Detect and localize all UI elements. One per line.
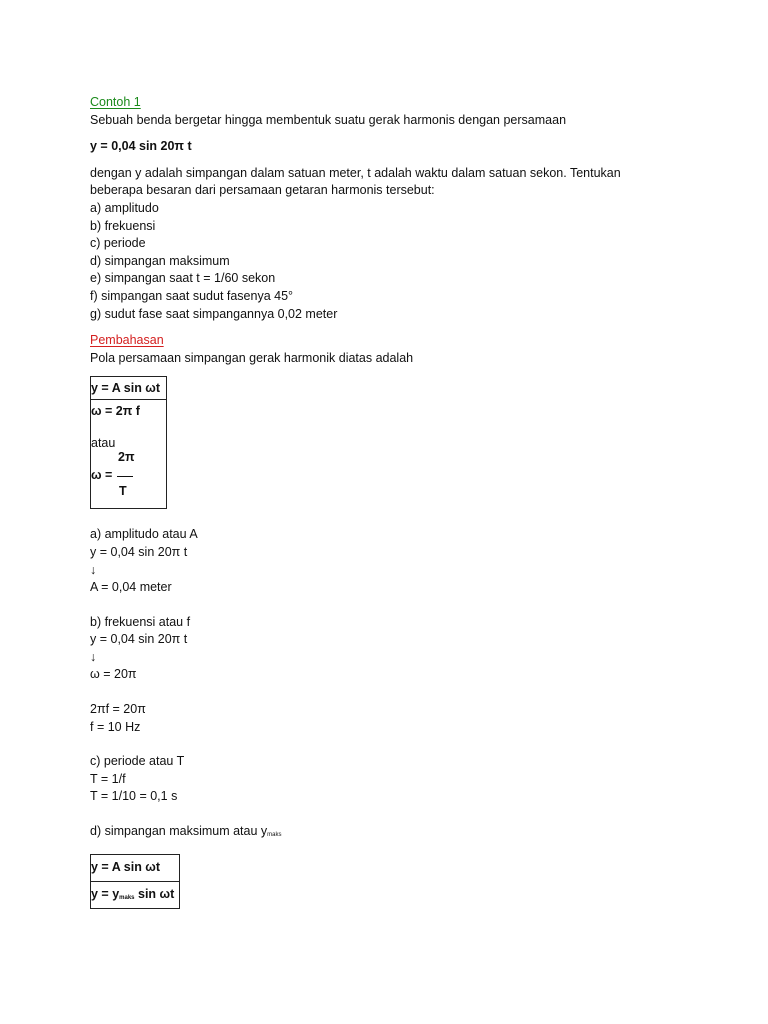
document-page (90, 94, 690, 909)
part-a (90, 526, 690, 596)
formula-or: atau (91, 436, 116, 451)
max-displacement-box (90, 854, 180, 909)
part-d-title-text: d) simpangan maksimum atau y (90, 824, 268, 839)
part-b-equation: y = 0,04 sin 20π t (90, 632, 188, 647)
question-item: e) simpangan saat t = 1/60 sekon (90, 271, 276, 286)
part-d-title-subscript: maks (267, 832, 282, 839)
part-b-omega: ω = 20π (90, 667, 137, 682)
max-box-row-2 (91, 881, 179, 908)
part-b-title: b) frekuensi atau f (90, 614, 191, 629)
question-item: b) frekuensi (90, 218, 156, 233)
formula-box (90, 376, 167, 509)
formula-displacement: y = A sin ωt (91, 381, 161, 396)
question-item: d) simpangan maksimum (90, 253, 230, 268)
part-b-step-1: 2πf = 20π (90, 702, 146, 717)
part-d (90, 823, 690, 909)
fraction-denominator: T (119, 484, 127, 499)
part-a-result: A = 0,04 meter (90, 580, 172, 595)
part-c-title: c) periode atau T (90, 754, 185, 769)
formula-omega-frequency: ω = 2π f (91, 404, 140, 419)
example-description-line-2: beberapa besaran dari persamaan getaran harmonis tersebut: (90, 183, 435, 198)
example-equation: y = 0,04 sin 20π t (90, 139, 192, 154)
part-b-step-2: f = 10 Hz (90, 719, 141, 734)
max-box-row-2-post: sin ωt (134, 886, 175, 901)
fraction-numerator: 2π (118, 450, 135, 465)
part-b (90, 614, 690, 737)
question-item: f) simpangan saat sudut fasenya 45° (90, 288, 294, 303)
part-a-title: a) amplitudo atau A (90, 527, 198, 542)
part-c-step-1: T = 1/f (90, 771, 126, 786)
part-c-step-2: T = 1/10 = 0,1 s (90, 789, 178, 804)
max-box-row-1: y = A sin ωt (91, 859, 161, 874)
formula-omega-period (91, 450, 162, 502)
max-box-row-2-subscript: maks (119, 894, 135, 901)
down-arrow-icon: ↓ (90, 649, 97, 664)
question-item: a) amplitudo (90, 200, 159, 215)
part-c (90, 753, 690, 806)
max-box-row-2-pre: y = y (91, 886, 120, 901)
solution-heading: Pembahasan (90, 333, 164, 348)
part-d-title (90, 823, 690, 845)
question-item: c) periode (90, 236, 146, 251)
fraction-bar (117, 476, 133, 477)
example-intro: Sebuah benda bergetar hingga membentuk suatu gerak harmonis dengan persamaan (90, 112, 567, 127)
question-list (90, 200, 690, 323)
down-arrow-icon: ↓ (90, 562, 97, 577)
question-item: g) sudut fase saat simpangannya 0,02 meter (90, 306, 338, 321)
formula-omega-block (91, 399, 166, 508)
solution-intro: Pola persamaan simpangan gerak harmonik diatas adalah (90, 350, 414, 365)
part-a-equation: y = 0,04 sin 20π t (90, 544, 188, 559)
example-heading: Contoh 1 (90, 95, 141, 109)
fraction-lhs: ω = (91, 468, 113, 483)
example-description-line-1: dengan y adalah simpangan dalam satuan meter, t adalah waktu dalam satuan sekon. Tentukan (90, 165, 621, 180)
